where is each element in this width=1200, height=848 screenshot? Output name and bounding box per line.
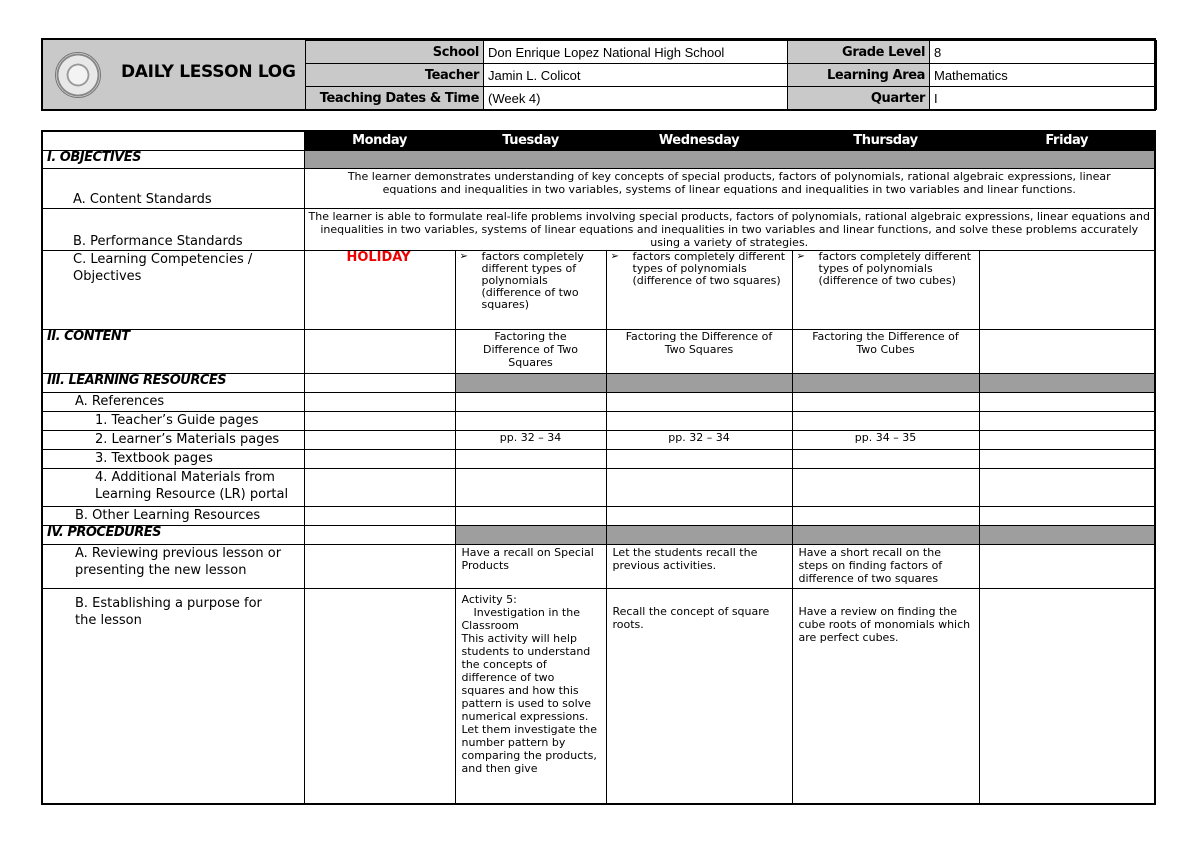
- quarter-label: Quarter: [788, 87, 930, 110]
- monday-resources: [304, 373, 455, 392]
- content-standards-text: The learner demonstrates understanding of key concepts of special products, factors of polynomials, rational algebraic expressions, linear equations and inequalities in two variables, systems of linear equations and inequalities in two variables and linear functions.: [304, 168, 1155, 208]
- row-label-learners-materials: 2. Learner’s Materials pages: [42, 430, 304, 449]
- monday-holiday: HOLIDAY: [304, 250, 455, 329]
- teaching-dates-label: Teaching Dates & Time: [306, 87, 484, 110]
- monday-procedures: [304, 525, 455, 544]
- school-label: School: [306, 41, 484, 64]
- row-label-reviewing: A. Reviewing previous lesson or presenting the new lesson: [42, 544, 304, 588]
- wednesday-reviewing: Let the students recall the previous activities.: [606, 544, 792, 588]
- tuesday-reviewing: Have a recall on Special Products: [455, 544, 606, 588]
- thursday-procedures-shaded: [792, 525, 979, 544]
- grade-level-value: 8: [930, 41, 1157, 64]
- lesson-log-header: [41, 38, 1156, 111]
- day-header-thursday: Thursday: [792, 131, 979, 150]
- day-header-monday: Monday: [304, 131, 455, 150]
- wednesday-lm-pages: pp. 32 – 34: [606, 430, 792, 449]
- teaching-dates-value: (Week 4): [484, 87, 788, 110]
- monday-content: [304, 329, 455, 373]
- row-label-textbook: 3. Textbook pages: [42, 449, 304, 468]
- section-content: II. CONTENT: [42, 329, 304, 373]
- thursday-competency: [792, 250, 979, 329]
- row-label-establishing: B. Establishing a purpose for the lesson: [42, 588, 304, 804]
- row-label-competencies: C. Learning Competencies / Objectives: [42, 250, 304, 329]
- quarter-value: I: [930, 87, 1157, 110]
- wednesday-establishing: Recall the concept of square roots.: [606, 588, 792, 804]
- friday-competency: [979, 250, 1155, 329]
- day-header-friday: Friday: [979, 131, 1155, 150]
- performance-standards-text: The learner is able to formulate real-life problems involving special products, factors of polynomials, rational algebraic expressions, linear equations and inequalities in two variables, systems of linear equations and inequalities in two variables and linear functions, and solve these problems accurately using a variety of strategies.: [304, 208, 1155, 250]
- document-title: DAILY LESSON LOG: [121, 62, 296, 82]
- thursday-resources-shaded: [792, 373, 979, 392]
- friday-resources-shaded: [979, 373, 1155, 392]
- learning-area-label: Learning Area: [788, 64, 930, 87]
- thursday-competency-text: ➢ factors completely different types of polynomials (difference of two cubes): [819, 251, 977, 287]
- lesson-plan-table: [41, 130, 1156, 805]
- section-procedures: IV. PROCEDURES: [42, 525, 304, 544]
- wednesday-resources-shaded: [606, 373, 792, 392]
- header-info-table: [305, 40, 1157, 110]
- tuesday-resources-shaded: [455, 373, 606, 392]
- school-value: Don Enrique Lopez National High School: [484, 41, 788, 64]
- row-label-references: A. References: [42, 392, 304, 411]
- section-learning-resources: III. LEARNING RESOURCES: [42, 373, 304, 392]
- wednesday-procedures-shaded: [606, 525, 792, 544]
- tuesday-activity-title: Activity 5:: [461, 592, 517, 606]
- tuesday-content: Factoring the Difference of Two Squares: [455, 329, 606, 373]
- thursday-reviewing: Have a short recall on the steps on finding factors of difference of two squares: [792, 544, 979, 588]
- tuesday-competency-text: ➢ factors completely different types of polynomials (difference of two squares): [482, 251, 604, 311]
- row-label-content-standards: A. Content Standards: [42, 168, 304, 208]
- tuesday-procedures-shaded: [455, 525, 606, 544]
- wednesday-competency: [606, 250, 792, 329]
- teacher-value: Jamin L. Colicot: [484, 64, 788, 87]
- thursday-establishing: Have a review on finding the cube roots of monomials which are perfect cubes.: [792, 588, 979, 804]
- corner-cell: [42, 131, 304, 150]
- thursday-content: Factoring the Difference of Two Cubes: [792, 329, 979, 373]
- wednesday-competency-text: ➢ factors completely different types of polynomials (difference of two squares): [633, 251, 790, 287]
- friday-procedures-shaded: [979, 525, 1155, 544]
- tuesday-establishing: [455, 588, 606, 804]
- row-label-other-resources: B. Other Learning Resources: [42, 506, 304, 525]
- row-label-teachers-guide: 1. Teacher’s Guide pages: [42, 411, 304, 430]
- learning-area-value: Mathematics: [930, 64, 1157, 87]
- day-header-tuesday: Tuesday: [455, 131, 606, 150]
- friday-content: [979, 329, 1155, 373]
- tuesday-lm-pages: pp. 32 – 34: [455, 430, 606, 449]
- deped-seal-icon: [55, 52, 101, 98]
- objectives-shaded-band: [304, 150, 1155, 168]
- thursday-lm-pages: pp. 34 – 35: [792, 430, 979, 449]
- tuesday-activity-subtitle: Investigation in the Classroom: [461, 605, 580, 632]
- row-label-performance-standards: B. Performance Standards: [42, 208, 304, 250]
- logo-cell: [43, 40, 306, 109]
- row-label-additional-materials: 4. Additional Materials from Learning Resource (LR) portal: [42, 468, 304, 506]
- tuesday-competency: [455, 250, 606, 329]
- grade-level-label: Grade Level: [788, 41, 930, 64]
- day-header-wednesday: Wednesday: [606, 131, 792, 150]
- tuesday-activity-body: This activity will help students to understand the concepts of difference of two squares and how this pattern is used to solve numerical expressions. Let them investigate the number pattern by comparing the products, and then give: [461, 631, 598, 775]
- teacher-label: Teacher: [306, 64, 484, 87]
- wednesday-content: Factoring the Difference of Two Squares: [606, 329, 792, 373]
- section-objectives: I. OBJECTIVES: [42, 150, 304, 168]
